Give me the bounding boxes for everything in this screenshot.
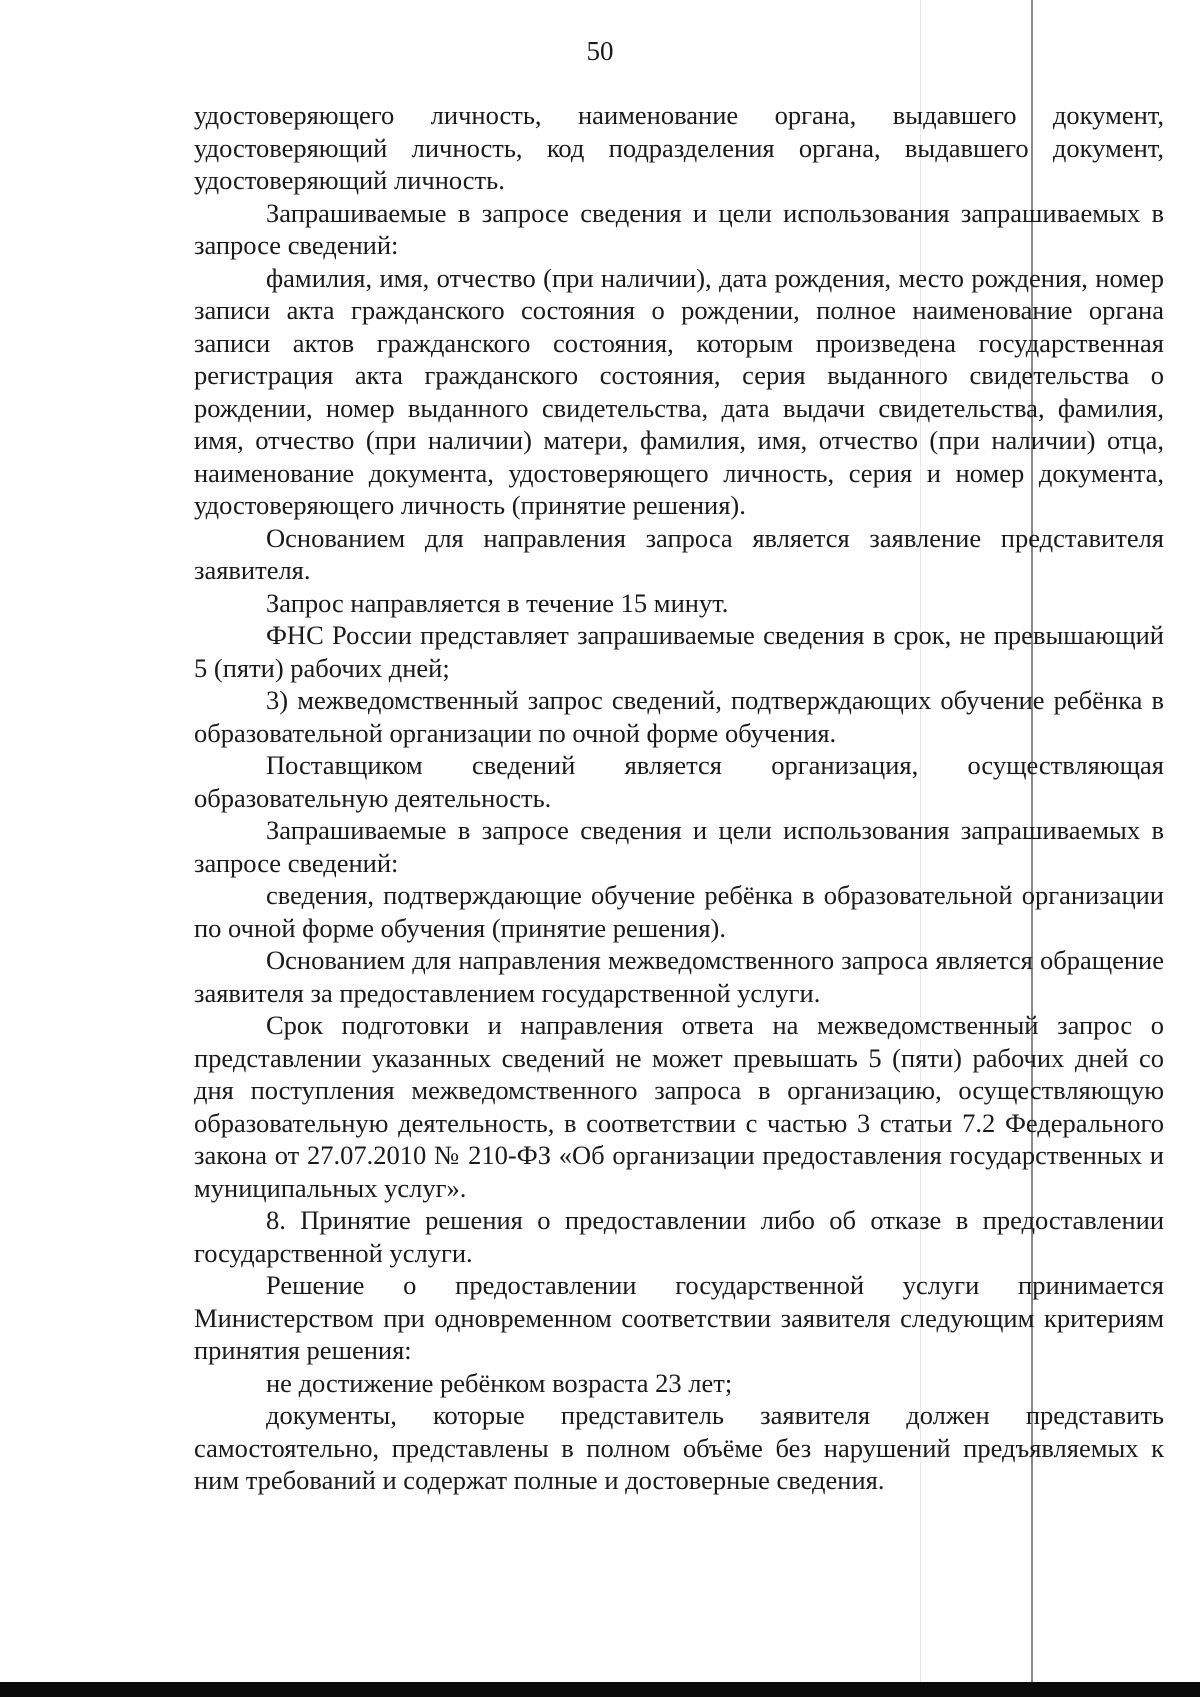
list-item-paragraph: 3) межведомственный запрос сведений, подтверждающих обучение ребёнка в образовательной организации по очной форме обучения.	[194, 685, 1164, 748]
paragraph: Запрашиваемые в запросе сведения и цели использования запрашиваемых в запросе сведений:	[194, 197, 1164, 260]
paragraph: удостоверяющего личность, наименование органа, выдавшего документ, удостоверяющий личность, код подразделения органа, выдавшего документ, удостоверяющий личность.	[194, 100, 1164, 195]
paragraph: Запрос направляется в течение 15 минут.	[266, 587, 729, 618]
paragraph: Запрашиваемые в запросе сведения и цели использования запрашиваемых в запросе сведений:	[194, 815, 1164, 878]
section-heading-paragraph: 8. Принятие решения о предоставлении либо об отказе в предоставлении государственной услуги.	[194, 1205, 1164, 1268]
page-number: 50	[586, 36, 614, 66]
paragraph: сведения, подтверждающие обучение ребёнка в образовательной организации по очной форме обучения (принятие решения).	[194, 880, 1164, 943]
paragraph: фамилия, имя, отчество (при наличии), дата рождения, место рождения, номер записи акта гражданского состояния о рождении, полное наименование органа записи актов гражданского состояния, которым произведена государственная регистрация акта гражданского состояния, серия выданного свидетельства о рождении, номер выданного свидетельства, дата выдачи свидетельства, фамилия, имя, отчество (при наличии) матери, фамилия, имя, отчество (при наличии) отца, наименование документа, удостоверяющего личность, серия и номер документа, удостоверяющего личность (принятие решения).	[194, 262, 1164, 520]
paragraph: Основанием для направления межведомственного запроса является обращение заявителя за предоставлением государственной услуги.	[194, 945, 1164, 1008]
document-body	[194, 99, 1164, 1497]
paragraph: Поставщиком сведений является организация, осуществляющая образовательную деятельность.	[194, 750, 1164, 813]
paragraph: Основанием для направления запроса является заявление представителя заявителя.	[194, 522, 1164, 585]
paragraph: документы, которые представитель заявителя должен представить самостоятельно, представлены в полном объёме без нарушений предъявляемых к ним требований и содержат полные и достоверные сведения.	[194, 1400, 1164, 1495]
paragraph: ФНС России представляет запрашиваемые сведения в срок, не превышающий 5 (пяти) рабочих дней;	[194, 620, 1164, 683]
paragraph: Срок подготовки и направления ответа на межведомственный запрос о представлении указанных сведений не может превышать 5 (пяти) рабочих дней со дня поступления межведомственного запроса в организацию, осуществляющую образовательную деятельность, в соответствии с частью 3 статьи 7.2 Федерального закона от 27.07.2010 № 210-ФЗ «Об организации предоставления государственных и муниципальных услуг».	[194, 1010, 1164, 1203]
paragraph: не достижение ребёнком возраста 23 лет;	[266, 1367, 733, 1398]
scan-bottom-edge	[0, 1682, 1200, 1697]
paragraph: Решение о предоставлении государственной услуги принимается Министерством при одновременном соответствии заявителя следующим критериям принятия решения:	[194, 1270, 1164, 1365]
